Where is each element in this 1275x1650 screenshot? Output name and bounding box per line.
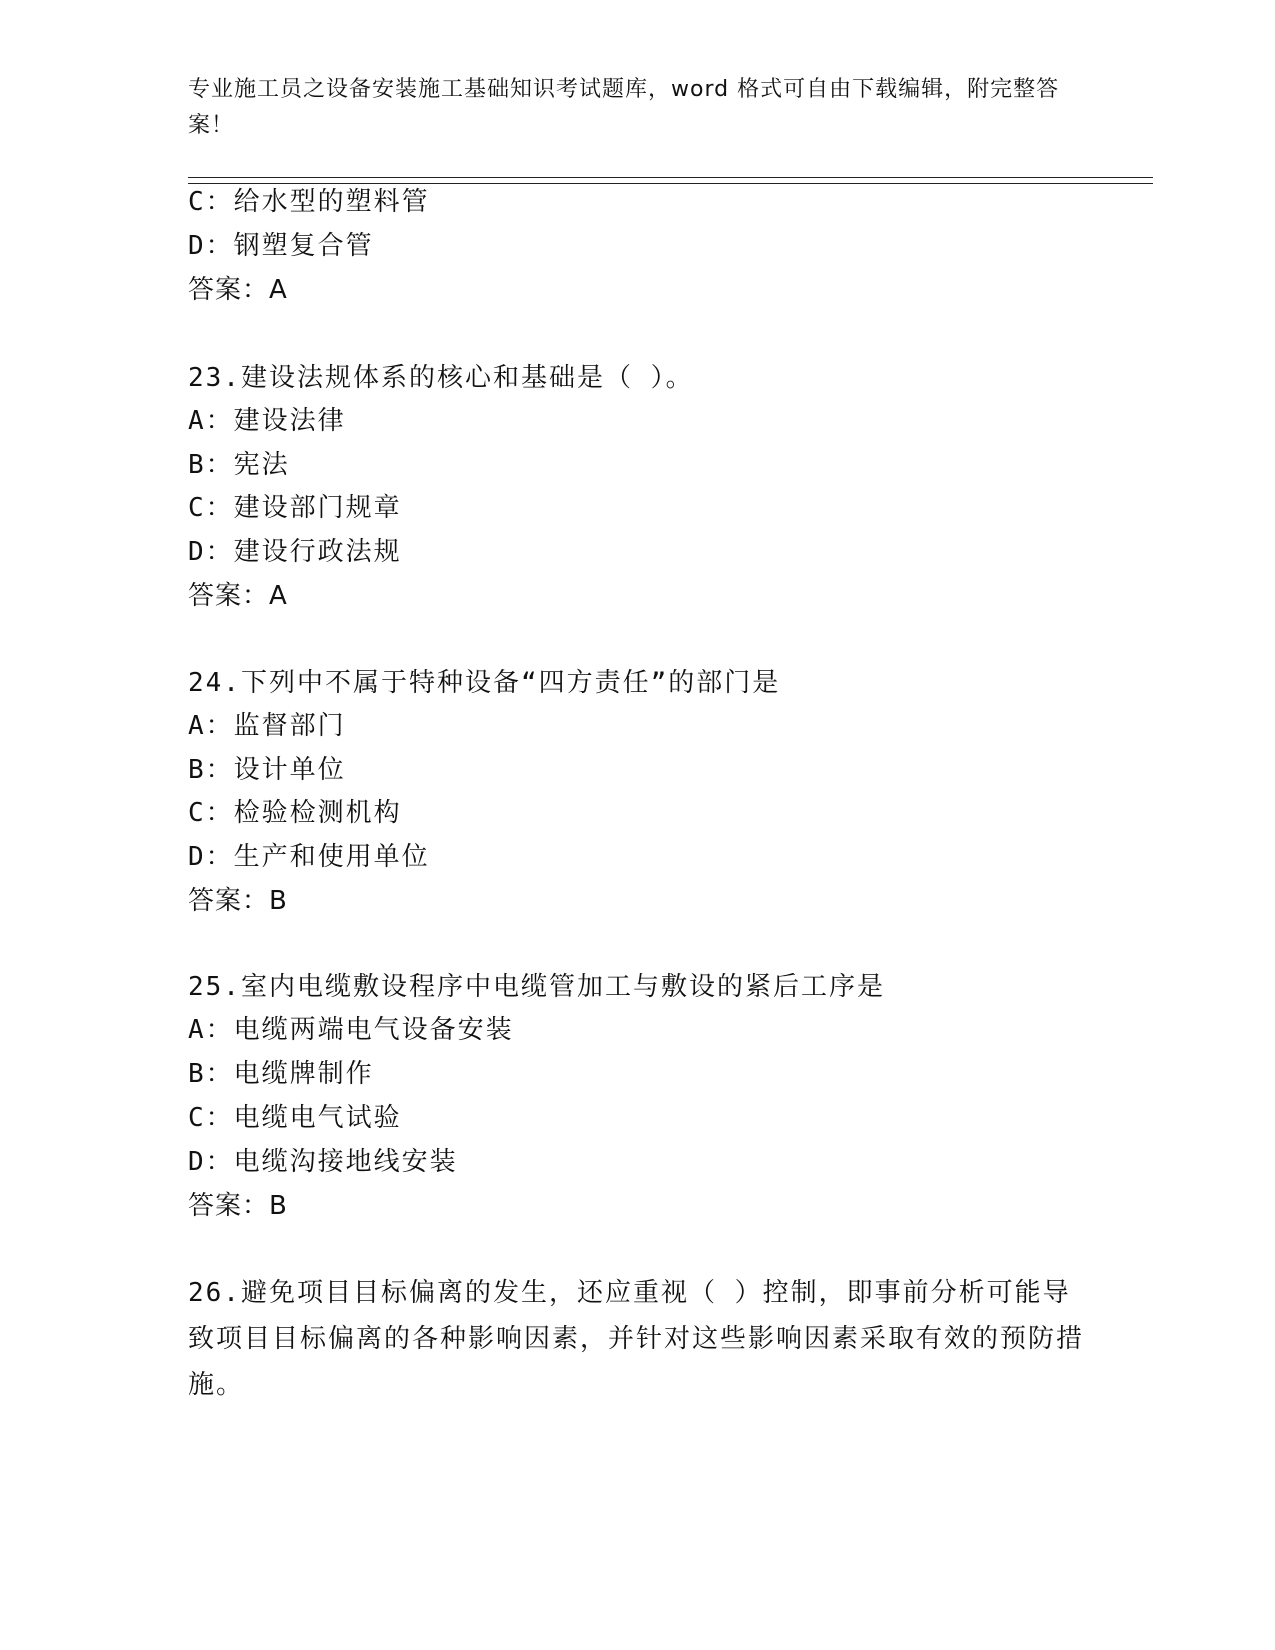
q25-answer: 答案：B — [188, 1191, 288, 1221]
q23-stem: 23.建设法规体系的核心和基础是（ ）。 — [188, 363, 694, 393]
q24-stem: 24.下列中不属于特种设备“四方责任”的部门是 — [188, 668, 781, 698]
q24-answer: 答案：B — [188, 886, 288, 916]
q23-option-b: B：宪法 — [188, 450, 290, 480]
header-rule-bottom — [188, 183, 1153, 184]
q25-option-a: A：电缆两端电气设备安装 — [188, 1015, 514, 1045]
q26-stem: 26.避免项目目标偏离的发生，还应重视（ ）控制，即事前分析可能导致项目目标偏离的各种影响因素，并针对这些影响因素采取有效的预防措施。 — [188, 1278, 1085, 1400]
q25-option-b: B：电缆牌制作 — [188, 1059, 374, 1089]
q25-option-c: C：电缆电气试验 — [188, 1103, 402, 1133]
document-header: 专业施工员之设备安装施工基础知识考试题库，word 格式可自由下载编辑，附完整答案！ — [188, 77, 1060, 138]
q25-stem: 25.室内电缆敷设程序中电缆管加工与敷设的紧后工序是 — [188, 972, 885, 1002]
q23-option-c: C：建设部门规章 — [188, 493, 402, 523]
q22-option-d: D：钢塑复合管 — [188, 231, 374, 261]
q24-option-a: A：监督部门 — [188, 711, 346, 741]
q23-option-a: A：建设法律 — [188, 406, 346, 436]
q23-option-d: D：建设行政法规 — [188, 537, 402, 567]
header-rule-top — [188, 177, 1153, 178]
q25-option-d: D：电缆沟接地线安装 — [188, 1147, 458, 1177]
q22-answer: 答案：A — [188, 275, 288, 305]
q24-option-c: C：检验检测机构 — [188, 798, 402, 828]
q23-answer: 答案：A — [188, 581, 288, 611]
q24-option-b: B：设计单位 — [188, 755, 346, 785]
q22-option-c: C：给水型的塑料管 — [188, 187, 430, 217]
q24-option-d: D：生产和使用单位 — [188, 842, 430, 872]
